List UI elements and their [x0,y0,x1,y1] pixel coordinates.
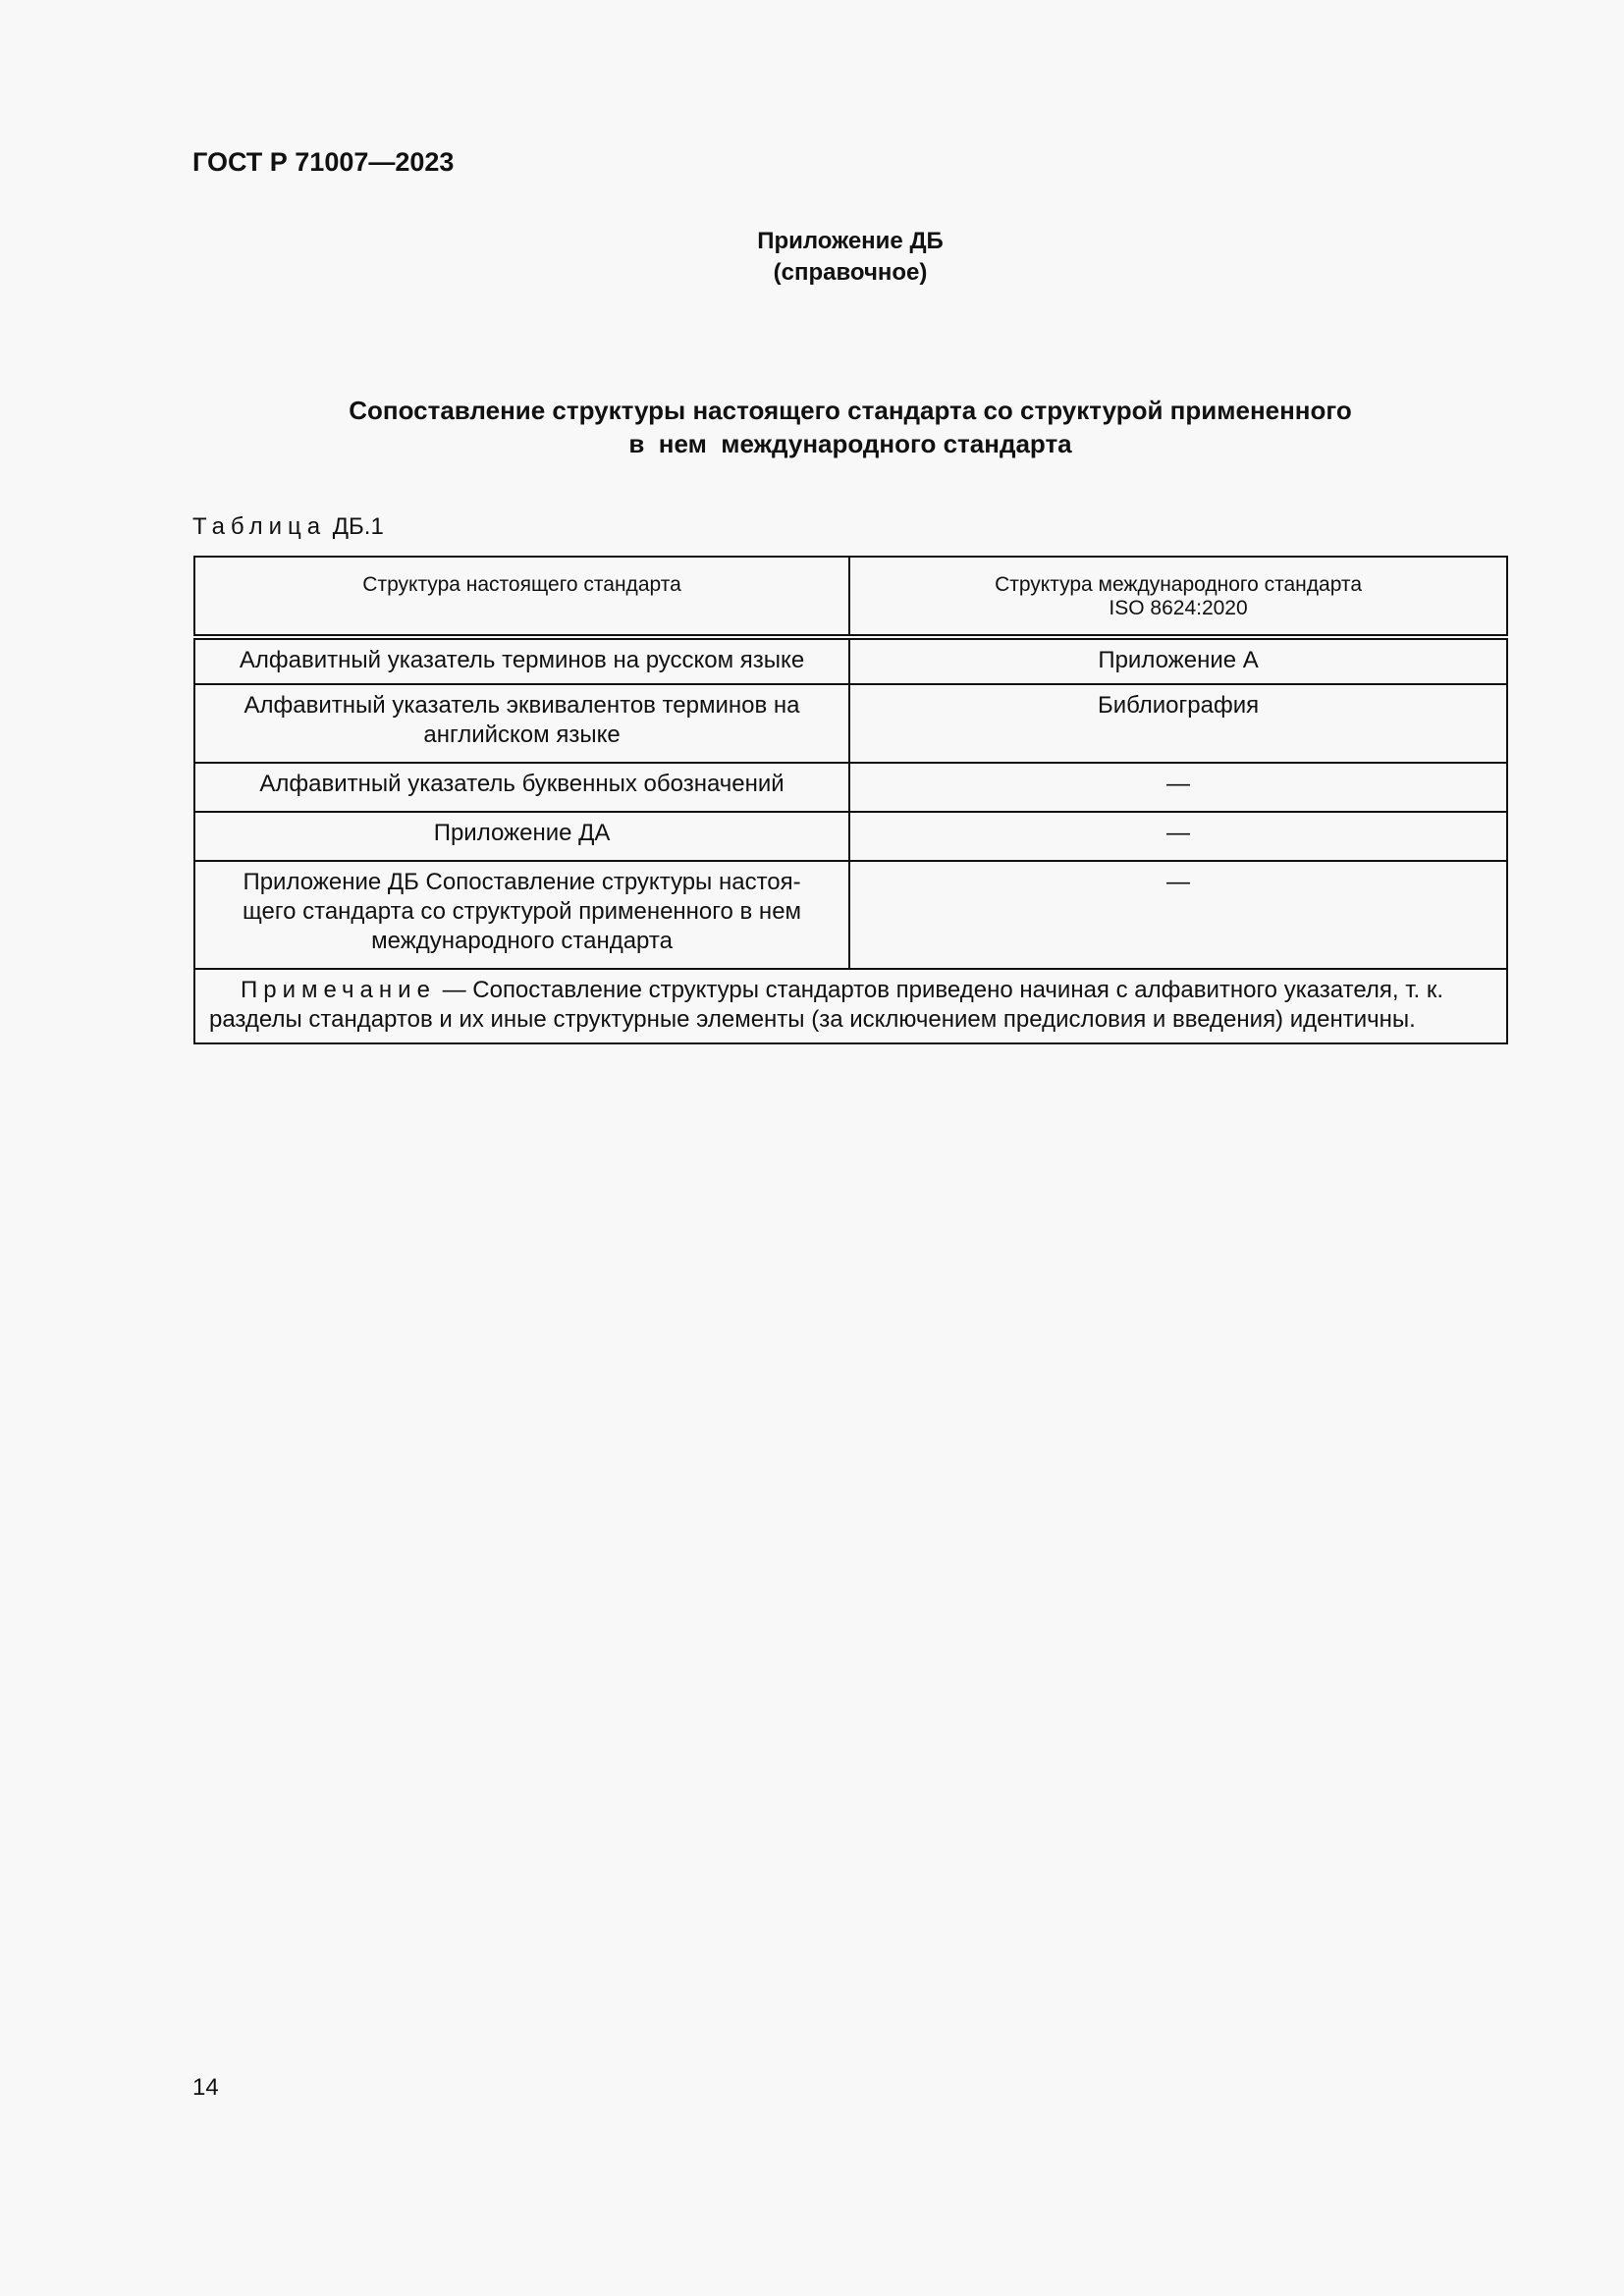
note-text: — Сопоставление структуры стандартов приведено начиная с алфавитного указателя, т. к. [435,977,1444,1003]
table-cell-national [194,812,849,861]
header-national-text: Структура настоящего стандарта [362,573,681,596]
table-note-row [194,969,1507,1043]
table-row [194,763,1507,812]
table-cell-international [849,861,1507,969]
section-title [295,394,1406,460]
cell-text-line: международного стандарта [371,928,673,954]
table-cell-national [194,861,849,969]
note-line-1 [209,976,1492,1005]
table-row [194,637,1507,684]
appendix-name: Приложение ДБ [757,228,944,254]
appendix-heading [0,226,1624,289]
cell-text [195,685,848,758]
table-row [194,812,1507,861]
cell-text: Алфавитный указатель терминов на русском языке [239,647,805,673]
table-header-row [194,557,1507,637]
cell-text: Приложение ДА [433,820,611,846]
header-international-text: Структура международного стандарта [995,573,1362,596]
cell-text: — [1166,869,1191,895]
header-cell-national [194,557,849,637]
table-caption-word: Таблица [192,513,327,540]
appendix-type: (справочное) [773,259,928,286]
section-title-line-1: Сопоставление структуры настоящего стандарта со структурой примененного [349,396,1352,425]
cell-text [195,862,848,964]
header-cell-international [849,557,1507,637]
table-caption [192,513,384,541]
table-cell-national [194,637,849,684]
table-row [194,684,1507,763]
table-note [194,969,1507,1043]
page-number: 14 [192,2074,219,2101]
table-cell-international [849,812,1507,861]
note-label: Примечание [241,977,436,1003]
cell-text-line: щего стандарта со структурой примененного в нем [243,898,802,925]
document-id: ГОСТ Р 71007—2023 [192,147,455,177]
cell-text: — [1166,771,1191,797]
cell-text-line: английском языке [423,721,621,748]
section-title-line-2: в нем международного стандарта [628,429,1072,458]
table-cell-national [194,684,849,763]
comparison-table [193,556,1508,1044]
cell-text: — [1166,820,1191,846]
cell-text: Библиография [1097,692,1260,719]
table-caption-number: ДБ.1 [332,513,384,540]
cell-text-line: Алфавитный указатель эквивалентов терминов на [244,692,800,719]
table-cell-national [194,763,849,812]
header-international-standard: ISO 8624:2020 [1109,597,1248,619]
cell-text: Приложение А [1098,647,1259,673]
table-cell-international [849,637,1507,684]
table-row [194,861,1507,969]
cell-text-line: Приложение ДБ Сопоставление структуры настоя- [243,869,801,895]
note-line-2: разделы стандартов и их иные структурные элементы (за исключением предисловия и введения) идентичны. [209,1006,1416,1033]
table-cell-international [849,763,1507,812]
table-cell-international [849,684,1507,763]
cell-text: Алфавитный указатель буквенных обозначений [259,771,785,797]
